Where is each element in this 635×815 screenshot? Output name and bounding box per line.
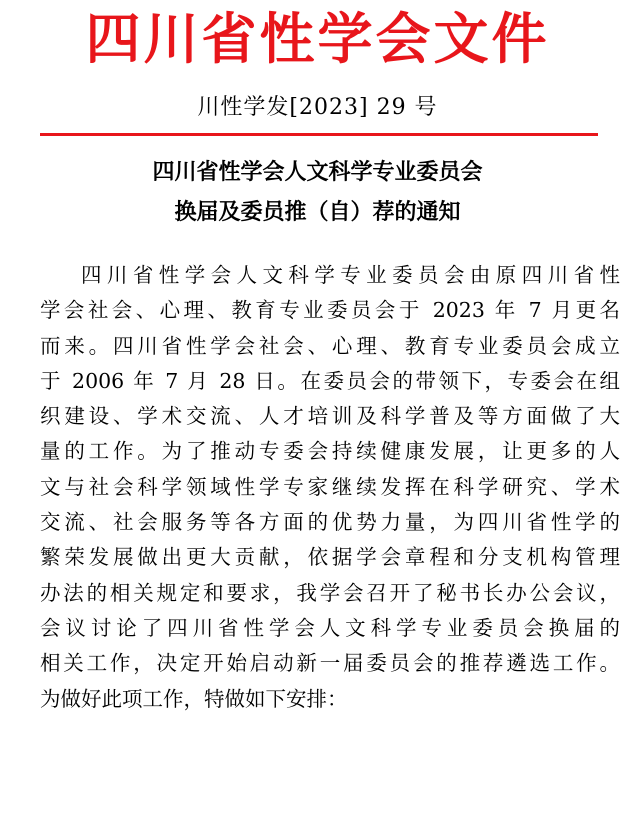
notice-title-line-1: 四川省性学会人文科学专业委员会 [152, 160, 483, 185]
body-line: 于 2006 年 7 月 28 日。在委员会的带领下，专委会在组 [40, 368, 620, 393]
body-line: 而来。四川省性学会社会、心理、教育专业委员会成立 [40, 333, 620, 358]
body-line: 文与社会科学领域性学专家继续发挥在科学研究、学术 [40, 474, 620, 499]
body-line: 相关工作，决定开始启动新一届委员会的推荐遴选工作。 [40, 651, 620, 676]
document-number: 川性学发[2023] 29 号 [197, 95, 438, 120]
body-line: 学会社会、心理、教育专业委员会于 2023 年 7 月更名 [40, 298, 620, 323]
notice-title-line-2: 换届及委员推（自）荐的通知 [174, 200, 461, 225]
body-line: 会议讨论了四川省性学会人文科学专业委员会换届的 [40, 615, 620, 640]
body-line: 为做好此项工作，特做如下安排： [40, 686, 348, 711]
organization-letterhead-title: 四川省性学会文件 [85, 6, 550, 71]
body-line: 四川省性学会人文科学专业委员会由原四川省性 [81, 263, 620, 287]
body-line: 繁荣发展做出更大贡献，依据学会章程和分支机构管理 [40, 545, 620, 570]
notice-body [40, 258, 620, 717]
body-line: 交流、社会服务等各方面的优势力量，为四川省性学的 [40, 510, 620, 535]
body-line: 织建设、学术交流、人才培训及科学普及等方面做了大 [40, 404, 620, 429]
body-line: 办法的相关规定和要求，我学会召开了秘书长办公会议， [40, 580, 620, 605]
letterhead-red-divider [40, 133, 598, 136]
body-line: 量的工作。为了推动专委会持续健康发展，让更多的人 [40, 439, 620, 464]
